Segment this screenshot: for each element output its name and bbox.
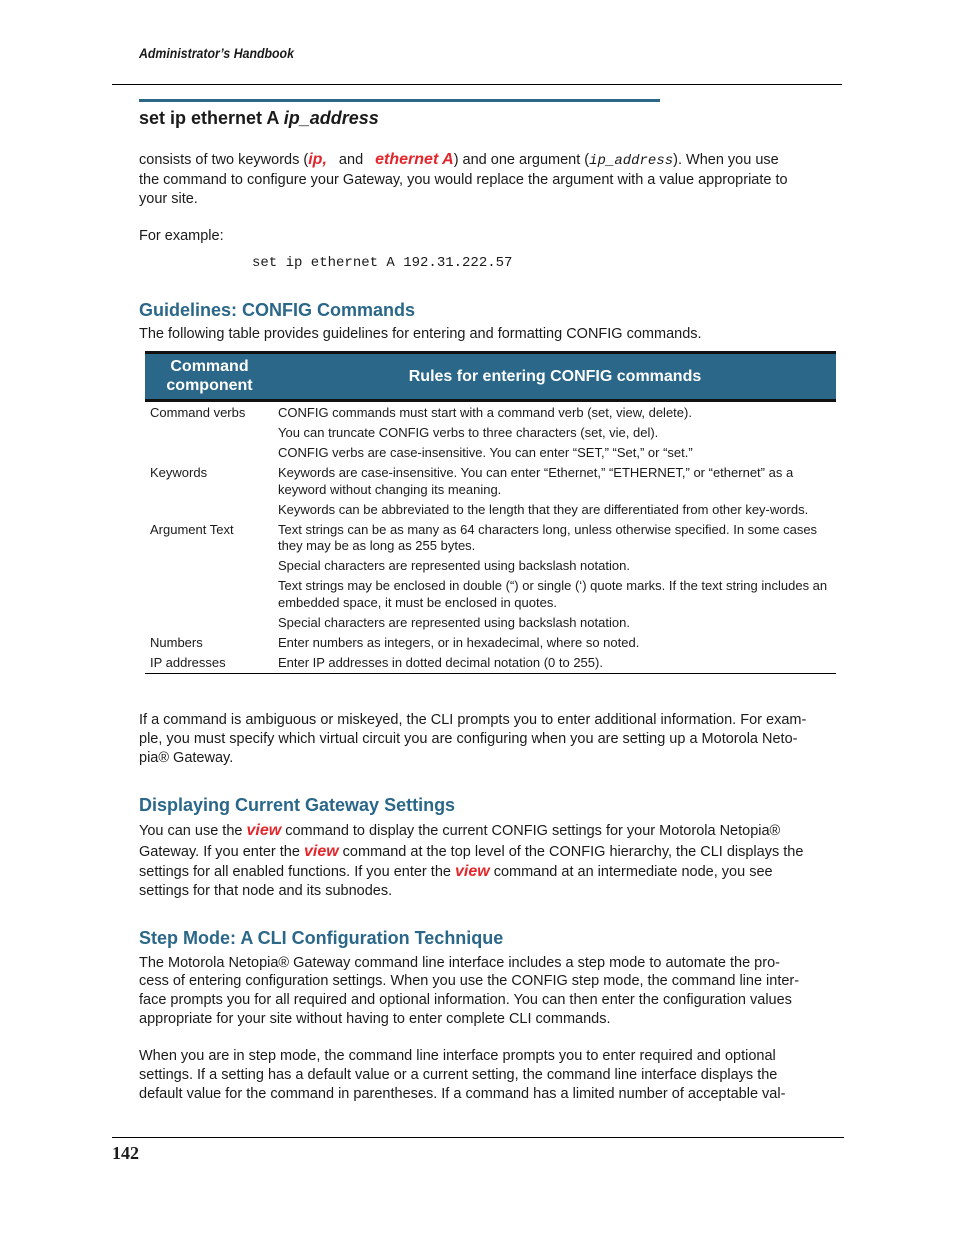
keyword-ethernet-a: ethernet A bbox=[375, 151, 454, 168]
table-row bbox=[145, 425, 836, 445]
disp-l1-b: command to display the current CONFIG settings for your Motorola Netopia® bbox=[281, 823, 781, 839]
table-row bbox=[145, 615, 836, 635]
step-mode-p1-line1: The Motorola Netopia® Gateway command line interface includes a step mode to automate the pro- bbox=[139, 955, 780, 971]
command-heading-arg: ip_address bbox=[283, 108, 379, 128]
command-heading bbox=[139, 108, 379, 129]
ambiguous-paragraph-line1: If a command is ambiguous or miskeyed, the CLI prompts you to enter additional information. For exam- bbox=[139, 712, 807, 728]
table-row bbox=[145, 655, 836, 674]
cell-component bbox=[145, 445, 274, 465]
p1-text-b: ) and one argument ( bbox=[453, 152, 590, 168]
cell-rule: You can truncate CONFIG verbs to three characters (set, vie, del). bbox=[278, 425, 659, 440]
table-header-row bbox=[145, 353, 836, 401]
header-col1-line1: Command bbox=[170, 358, 249, 375]
ambiguous-paragraph-line2: ple, you must specify which virtual circuit you are configuring when you are setting up a Motorola Neto- bbox=[139, 731, 798, 747]
table-row bbox=[145, 558, 836, 578]
cell-component bbox=[145, 425, 274, 445]
command-paragraph-line1 bbox=[139, 150, 779, 171]
step-mode-p1-line2: cess of entering configuration settings. When you use the CONFIG step mode, the command line inter- bbox=[139, 973, 800, 989]
cell-rule: Keywords are case-insensitive. You can enter “Ethernet,” “ETHERNET,” or “ethernet” as a keyword without changing its meaning. bbox=[278, 465, 794, 497]
table-row bbox=[145, 401, 836, 426]
cell-component: Keywords bbox=[150, 465, 208, 480]
header-col1-line2: component bbox=[166, 377, 253, 394]
cell-rule: Text strings may be enclosed in double (“) or single (‘) quote marks. If the text string includes an embedded space, it must be enclosed in quotes. bbox=[278, 578, 828, 610]
command-paragraph-line3: your site. bbox=[139, 191, 198, 207]
cell-rule: Special characters are represented using backslash notation. bbox=[278, 614, 630, 630]
step-mode-p2-line2: settings. If a setting has a default value or a current setting, the command line interface displays the bbox=[139, 1067, 778, 1083]
ambiguous-paragraph-line3: pia® Gateway. bbox=[139, 750, 234, 766]
keyword-view: view bbox=[454, 863, 490, 880]
keyword-ip: ip, bbox=[308, 151, 327, 168]
cell-component bbox=[145, 578, 274, 615]
step-mode-heading: Step Mode: A CLI Configuration Technique bbox=[139, 928, 504, 948]
header-rule bbox=[112, 84, 842, 85]
cell-component: Numbers bbox=[150, 634, 203, 650]
cell-rule: Text strings can be as many as 64 characters long, unless otherwise specified. In some cases they may be as long as 255 bytes. bbox=[278, 521, 818, 553]
running-header: Administrator’s Handbook bbox=[139, 45, 294, 61]
cell-component bbox=[145, 502, 274, 522]
displaying-heading: Displaying Current Gateway Settings bbox=[139, 795, 456, 815]
cell-rule: Enter numbers as integers, or in hexadecimal, where so noted. bbox=[278, 634, 640, 650]
cell-component bbox=[145, 615, 274, 635]
header-command-component bbox=[145, 353, 274, 401]
displaying-line3 bbox=[139, 862, 773, 882]
cell-rule: Keywords can be abbreviated to the length that they are differentiated from other key-words. bbox=[278, 501, 809, 517]
step-mode-p2-line3: default value for the command in parentheses. If a command has a limited number of acceptable val- bbox=[139, 1086, 786, 1102]
cell-component: IP addresses bbox=[145, 655, 274, 674]
disp-l3-b: command at an intermediate node, you see bbox=[489, 864, 773, 880]
table-row bbox=[145, 502, 836, 522]
guidelines-heading: Guidelines: CONFIG Commands bbox=[139, 300, 416, 320]
cell-component: Argument Text bbox=[150, 521, 234, 537]
cell-rule: CONFIG commands must start with a command verb (set, view, delete). bbox=[278, 405, 692, 420]
table-row bbox=[145, 465, 836, 502]
table-row bbox=[145, 635, 836, 655]
cell-component bbox=[145, 558, 274, 578]
cell-component: Command verbs bbox=[150, 405, 246, 420]
p1-and: and bbox=[334, 152, 368, 168]
displaying-line1 bbox=[139, 821, 780, 841]
displaying-line4: settings for that node and its subnodes. bbox=[139, 883, 393, 899]
disp-l2-b: command at the top level of the CONFIG hierarchy, the CLI displays the bbox=[338, 844, 804, 860]
command-heading-text: set ip ethernet A bbox=[139, 108, 279, 128]
section-rule bbox=[139, 99, 660, 102]
p1-text-c: ). When you use bbox=[673, 152, 779, 168]
keyword-view: view bbox=[246, 822, 282, 839]
table-row bbox=[145, 445, 836, 465]
displaying-line2 bbox=[139, 842, 803, 862]
example-label: For example: bbox=[139, 228, 224, 244]
step-mode-p2-line1: When you are in step mode, the command line interface prompts you to enter required and optional bbox=[139, 1048, 776, 1064]
disp-l3-a: settings for all enabled functions. If you enter the bbox=[139, 864, 455, 880]
p1-text-a: consists of two keywords ( bbox=[139, 152, 309, 168]
header-rules: Rules for entering CONFIG commands bbox=[274, 353, 836, 401]
cell-rule: Enter IP addresses in dotted decimal notation (0 to 255). bbox=[274, 655, 836, 674]
command-paragraph-line2: the command to configure your Gateway, you would replace the argument with a value appropriate to bbox=[139, 172, 788, 188]
example-code: set ip ethernet A 192.31.222.57 bbox=[252, 255, 513, 271]
step-mode-p1-line3: face prompts you for all required and optional information. You can then enter the configuration values bbox=[139, 992, 792, 1008]
footer-rule bbox=[112, 1137, 844, 1138]
argument-ip-address: ip_address bbox=[589, 153, 674, 169]
table-row bbox=[145, 578, 836, 615]
step-mode-p1-line4: appropriate for your site without having to enter complete CLI commands. bbox=[139, 1011, 611, 1027]
table-row bbox=[145, 522, 836, 559]
disp-l1-a: You can use the bbox=[139, 823, 247, 839]
keyword-view: view bbox=[303, 843, 339, 860]
page-number: 142 bbox=[112, 1143, 139, 1163]
disp-l2-a: Gateway. If you enter the bbox=[139, 844, 304, 860]
cell-rule: Special characters are represented using backslash notation. bbox=[278, 558, 630, 573]
cell-rule: CONFIG verbs are case-insensitive. You can enter “SET,” “Set,” or “set.” bbox=[278, 445, 693, 460]
config-rules-table bbox=[145, 351, 836, 674]
guidelines-intro: The following table provides guidelines for entering and formatting CONFIG commands. bbox=[139, 326, 702, 342]
